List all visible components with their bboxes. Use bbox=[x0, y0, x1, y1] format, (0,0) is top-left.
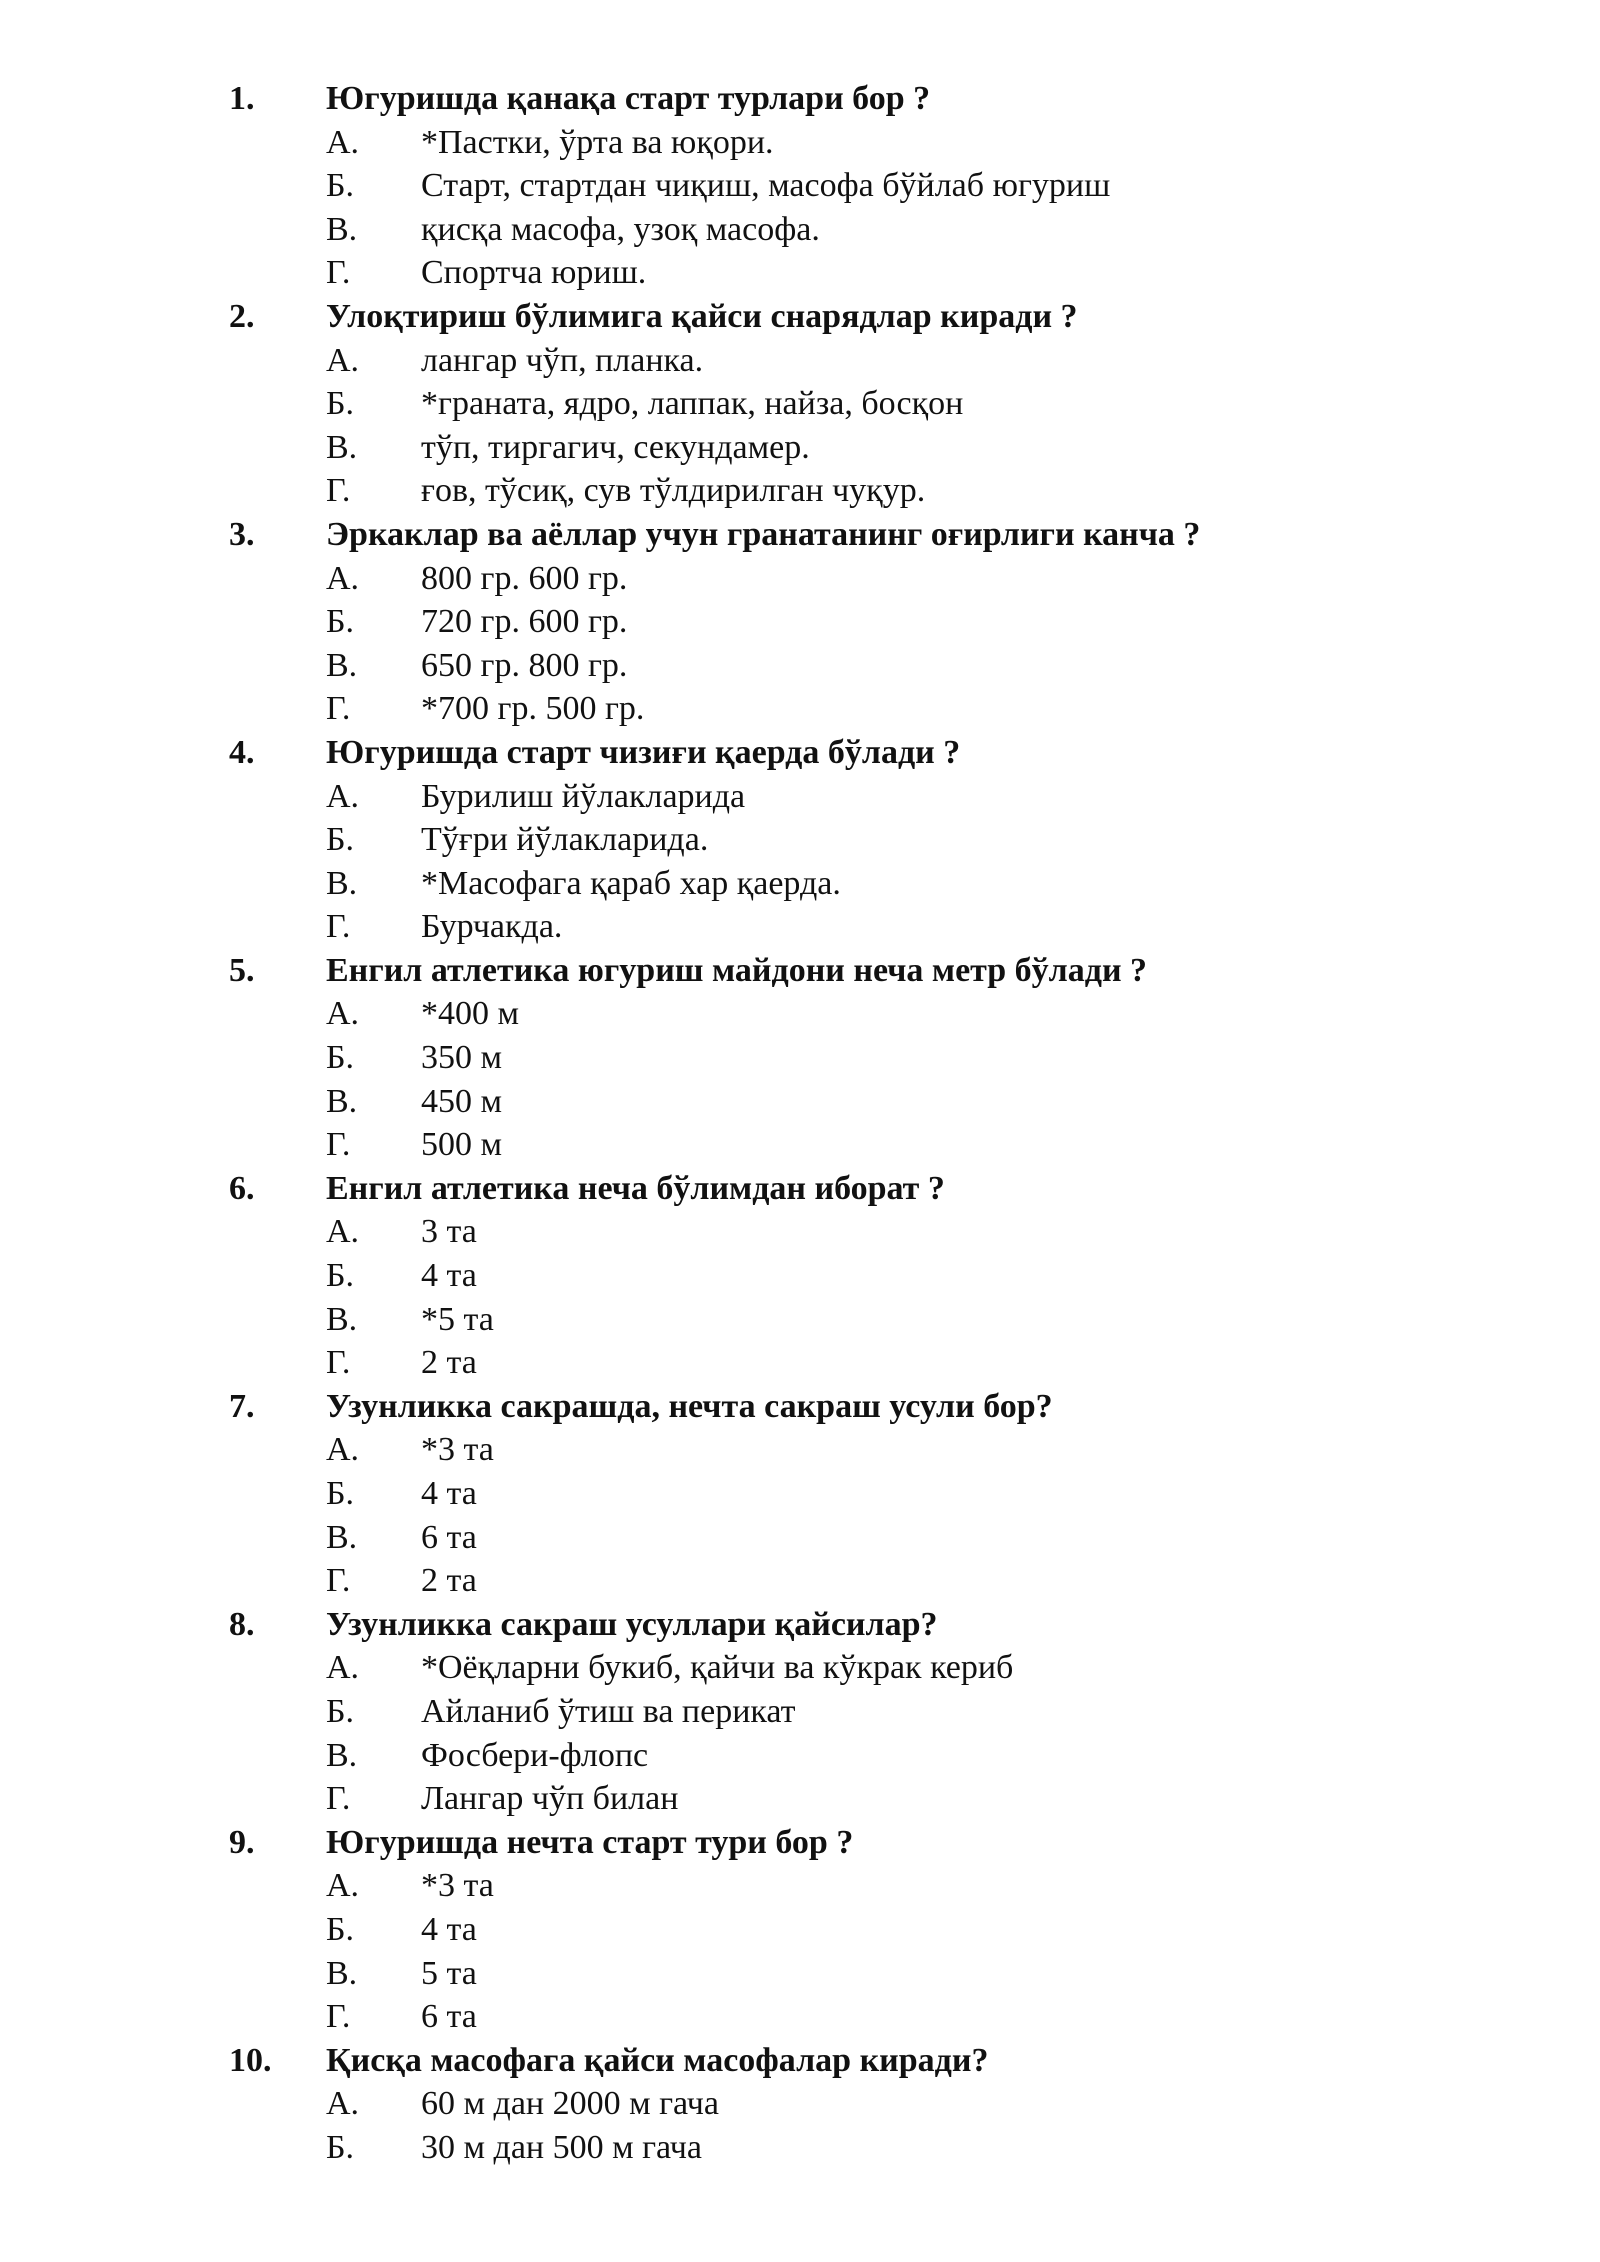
option-text: 800 гр. 600 гр. bbox=[421, 559, 628, 597]
option-letter: А. bbox=[326, 995, 360, 1033]
option-text: 3 та bbox=[421, 1213, 477, 1251]
option-letter: В. bbox=[326, 1736, 358, 1774]
option-text: 450 м bbox=[421, 1082, 503, 1120]
option-text: тўп, тиргагич, секундамер. bbox=[421, 428, 810, 466]
answer-option bbox=[0, 775, 1600, 819]
answer-option bbox=[0, 687, 1600, 731]
answer-option bbox=[0, 600, 1600, 644]
answer-option bbox=[0, 121, 1600, 165]
option-text: лангар чўп, планка. bbox=[421, 341, 704, 379]
option-letter: А. bbox=[326, 1649, 360, 1687]
option-text: *5 та bbox=[421, 1300, 494, 1338]
option-letter: А. bbox=[326, 777, 360, 815]
option-text: 6 та bbox=[421, 1998, 477, 2036]
question-number: 8. bbox=[229, 1605, 255, 1643]
answer-option bbox=[0, 2082, 1600, 2126]
option-letter: В. bbox=[326, 1082, 358, 1120]
question-1 bbox=[0, 77, 1600, 121]
question-text: Эркаклар ва аёллар учун гранатанинг оғирлиги канча ? bbox=[326, 515, 1201, 553]
option-letter: Г. bbox=[326, 1344, 351, 1382]
option-text: Тўғри йўлакларида. bbox=[421, 821, 709, 859]
option-letter: Б. bbox=[326, 385, 355, 423]
option-text: Айланиб ўтиш ва перикат bbox=[421, 1692, 796, 1730]
option-text: 720 гр. 600 гр. bbox=[421, 603, 628, 641]
answer-option bbox=[0, 1516, 1600, 1560]
answer-option bbox=[0, 1690, 1600, 1734]
question-8 bbox=[0, 1603, 1600, 1647]
answer-option bbox=[0, 1646, 1600, 1690]
answer-option bbox=[0, 1952, 1600, 1996]
question-number: 1. bbox=[229, 80, 255, 117]
answer-option bbox=[0, 1341, 1600, 1385]
answer-option bbox=[0, 1908, 1600, 1952]
option-text: *400 м bbox=[421, 995, 520, 1033]
answer-option bbox=[0, 1298, 1600, 1342]
option-letter: А. bbox=[326, 1431, 360, 1469]
question-10 bbox=[0, 2039, 1600, 2083]
option-letter: А. bbox=[326, 341, 360, 379]
answer-option bbox=[0, 469, 1600, 513]
question-number: 4. bbox=[229, 733, 255, 771]
question-number: 9. bbox=[229, 1823, 255, 1861]
option-text: Бурилиш йўлакларида bbox=[421, 777, 746, 815]
option-letter: Б. bbox=[326, 1910, 355, 1948]
answer-option bbox=[0, 644, 1600, 688]
option-text: Фосбери-флопс bbox=[421, 1736, 649, 1774]
option-letter: Б. bbox=[326, 167, 355, 205]
answer-option bbox=[0, 1472, 1600, 1516]
question-text: Югуришда старт чизиғи қаерда бўлади ? bbox=[326, 733, 961, 771]
option-letter: В. bbox=[326, 1954, 358, 1992]
answer-option bbox=[0, 905, 1600, 949]
option-text: 30 м дан 500 м гача bbox=[421, 2128, 702, 2166]
question-text: Югуришда қанақа старт турлари бор ? bbox=[326, 80, 931, 117]
question-number: 7. bbox=[229, 1387, 255, 1425]
answer-option bbox=[0, 1210, 1600, 1254]
option-letter: В. bbox=[326, 1300, 358, 1338]
option-letter: Б. bbox=[326, 1257, 355, 1295]
option-text: 350 м bbox=[421, 1039, 503, 1077]
answer-option bbox=[0, 862, 1600, 906]
answer-option bbox=[0, 1864, 1600, 1908]
option-letter: Г. bbox=[326, 1780, 351, 1818]
answer-option bbox=[0, 992, 1600, 1036]
option-letter: В. bbox=[326, 210, 358, 248]
answer-option bbox=[0, 208, 1600, 252]
question-5 bbox=[0, 949, 1600, 993]
option-letter: А. bbox=[326, 1213, 360, 1251]
answer-option bbox=[0, 426, 1600, 470]
answer-option bbox=[0, 1777, 1600, 1821]
option-letter: Г. bbox=[326, 908, 351, 946]
option-text: *3 та bbox=[421, 1867, 494, 1905]
option-text: *Пастки, ўрта ва юқори. bbox=[421, 123, 774, 161]
option-letter: Г. bbox=[326, 1998, 351, 2036]
question-text: Қисқа масофага қайси масофалар киради? bbox=[326, 2041, 989, 2079]
option-text: 4 та bbox=[421, 1910, 477, 1948]
answer-option bbox=[0, 2126, 1600, 2170]
question-3 bbox=[0, 513, 1600, 557]
question-text: Улоқтириш бўлимига қайси снарядлар киради ? bbox=[326, 297, 1078, 335]
question-number: 5. bbox=[229, 951, 255, 989]
option-text: Бурчакда. bbox=[421, 908, 563, 946]
option-text: 2 та bbox=[421, 1344, 477, 1382]
answer-option bbox=[0, 1080, 1600, 1124]
answer-option bbox=[0, 1995, 1600, 2039]
answer-option bbox=[0, 339, 1600, 383]
answer-option bbox=[0, 1559, 1600, 1603]
option-text: 6 та bbox=[421, 1518, 477, 1556]
option-letter: В. bbox=[326, 864, 358, 902]
question-text: Узунликка сакрашда, нечта сакраш усули бор? bbox=[326, 1387, 1053, 1425]
option-text: ғов, тўсиқ, сув тўлдирилган чуқур. bbox=[421, 472, 926, 510]
option-letter: Г. bbox=[326, 1126, 351, 1164]
option-letter: Б. bbox=[326, 1475, 355, 1512]
question-text: Узунликка сакраш усуллари қайсилар? bbox=[326, 1605, 938, 1643]
question-number: 2. bbox=[229, 297, 255, 335]
option-text: 5 та bbox=[421, 1954, 477, 1992]
question-2 bbox=[0, 295, 1600, 339]
question-number: 10. bbox=[229, 2041, 272, 2079]
option-text: *Масофага қараб хар қаерда. bbox=[421, 864, 841, 902]
answer-option bbox=[0, 818, 1600, 862]
option-letter: А. bbox=[326, 559, 360, 597]
question-text: Енгил атлетика неча бўлимдан иборат ? bbox=[326, 1169, 945, 1207]
option-letter: В. bbox=[326, 1518, 358, 1556]
question-text: Югуришда нечта старт тури бор ? bbox=[326, 1823, 854, 1861]
option-text: *граната, ядро, лаппак, найза, босқон bbox=[421, 385, 964, 423]
option-letter: Б. bbox=[326, 1692, 355, 1730]
option-text: 2 та bbox=[421, 1562, 477, 1600]
option-text: 650 гр. 800 гр. bbox=[421, 646, 628, 684]
option-letter: Г. bbox=[326, 1562, 351, 1600]
option-letter: Г. bbox=[326, 254, 351, 292]
question-7 bbox=[0, 1385, 1600, 1429]
answer-option bbox=[0, 1254, 1600, 1298]
question-6 bbox=[0, 1167, 1600, 1211]
option-letter: А. bbox=[326, 123, 360, 161]
option-text: *700 гр. 500 гр. bbox=[421, 690, 645, 728]
question-text: Енгил атлетика югуриш майдони неча метр бўлади ? bbox=[326, 951, 1148, 989]
option-letter: В. bbox=[326, 646, 358, 684]
answer-option bbox=[0, 382, 1600, 426]
option-text: Лангар чўп билан bbox=[421, 1780, 679, 1818]
option-text: қисқа масофа, узоқ масофа. bbox=[421, 210, 820, 248]
option-letter: А. bbox=[326, 1867, 360, 1905]
option-letter: Б. bbox=[326, 603, 355, 641]
option-text: Старт, стартдан чиқиш, масофа бўйлаб югуриш bbox=[421, 167, 1111, 205]
answer-option bbox=[0, 1428, 1600, 1472]
answer-option bbox=[0, 1036, 1600, 1080]
question-4 bbox=[0, 731, 1600, 775]
answer-option bbox=[0, 1123, 1600, 1167]
option-text: 500 м bbox=[421, 1126, 503, 1164]
option-letter: В. bbox=[326, 428, 358, 466]
option-letter: Г. bbox=[326, 472, 351, 510]
option-text: 60 м дан 2000 м гача bbox=[421, 2085, 719, 2123]
option-letter: Б. bbox=[326, 1039, 355, 1077]
answer-option bbox=[0, 557, 1600, 601]
option-letter: Б. bbox=[326, 821, 355, 859]
question-list bbox=[0, 77, 1600, 2170]
question-number: 3. bbox=[229, 515, 255, 553]
answer-option bbox=[0, 251, 1600, 295]
question-number: 6. bbox=[229, 1169, 255, 1207]
option-text: *Оёқларни букиб, қайчи ва кўкрак кериб bbox=[421, 1649, 1014, 1687]
option-text: 4 та bbox=[421, 1475, 477, 1512]
option-text: 4 та bbox=[421, 1257, 477, 1295]
option-letter: Б. bbox=[326, 2128, 355, 2166]
option-letter: А. bbox=[326, 2085, 360, 2123]
option-text: Спортча юриш. bbox=[421, 254, 647, 292]
question-9 bbox=[0, 1821, 1600, 1865]
answer-option bbox=[0, 164, 1600, 208]
option-text: *3 та bbox=[421, 1431, 494, 1469]
answer-option bbox=[0, 1734, 1600, 1778]
option-letter: Г. bbox=[326, 690, 351, 728]
